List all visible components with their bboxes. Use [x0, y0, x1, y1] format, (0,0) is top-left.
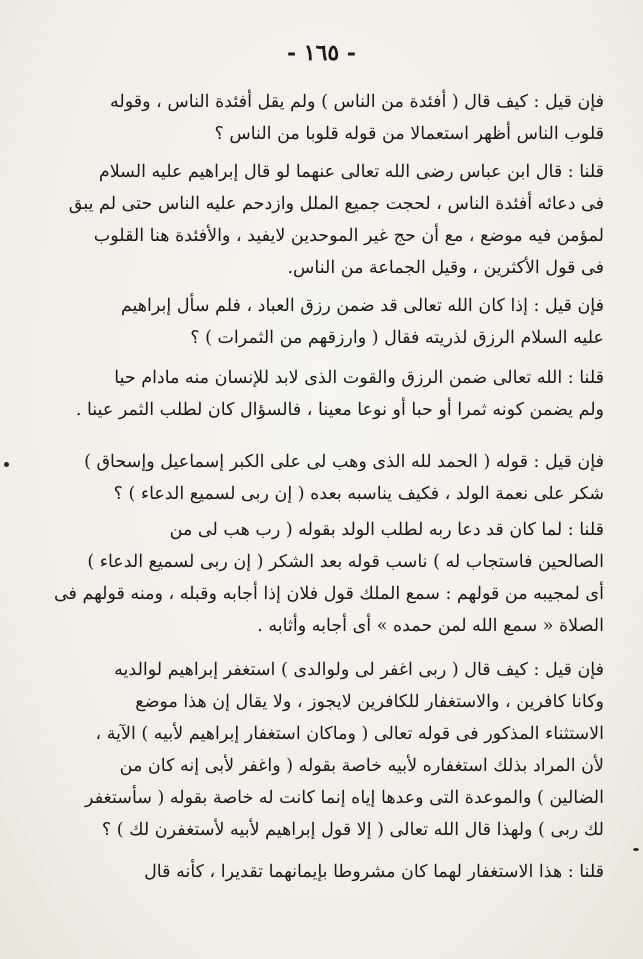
text-line: فإن قيل : كيف قال ( ربى اغفر لى ولوالدى ) استغفر إبراهيم لوالديه	[114, 660, 604, 680]
paragraph-answer-1	[44, 156, 604, 284]
paragraph-question-4	[44, 654, 604, 846]
text-line: قلنا : الله تعالى ضمن الرزق والقوت الذى لابد للإنسان منه مادام حيا	[114, 368, 604, 388]
paragraph-question-2	[44, 290, 604, 354]
text-line: ولم يضمن كونه ثمرا أو حبا أو نوعا معينا ، فالسؤال كان لطلب الثمر عينا .	[75, 400, 604, 420]
paragraph-question-3	[44, 446, 604, 510]
text-line: فإن قيل : قوله ( الحمد لله الذى وهب لى على الكبر إسماعيل وإسحاق )	[84, 452, 604, 472]
text-line: لأن المراد بذلك استغفاره لأبيه خاصة بقوله ( واغفر لأبى إنه كان من	[119, 756, 604, 776]
paragraph-question-1	[44, 86, 604, 150]
text-line: أى لمجيبه من قولهم : سمع الملك قول فلان إذا أجابه وقبله ، ومنه قولهم فى	[53, 584, 604, 604]
text-line: لك ربى ) ولهذا قال الله تعالى ( إلا قول إبراهيم لأبيه لأستغفرن لك ) ؟	[101, 820, 604, 840]
text-line: عليه السلام الرزق لذريته فقال ( وارزقهم من الثمرات ) ؟	[190, 328, 604, 348]
text-line: لمؤمن فيه موضع ، مع أن حج غير الموحدين لايفيد ، والأفئدة هنا القلوب	[93, 226, 604, 246]
text-line: شكر على نعمة الولد ، فكيف يناسبه بعده ( إن ربى لسميع الدعاء ) ؟	[113, 484, 604, 504]
text-line: الصلاة « سمع الله لمن حمده » أى أجابه وأثابه .	[257, 616, 604, 636]
text-line: فإن قيل : إذا كان الله تعالى قد ضمن رزق العباد ، فلم سأل إبراهيم	[120, 296, 604, 316]
text-line: الضالين ) والموعدة التى وعدها إياه إنما كانت له خاصة بقوله ( سأستغفر	[85, 788, 604, 808]
text-line: الاستثناء المذكور فى قوله تعالى ( وماكان استغفار إبراهيم لأبيه ) الآية ،	[95, 724, 604, 744]
paragraph-answer-4	[44, 856, 604, 888]
scan-speck	[4, 462, 9, 467]
paragraph-answer-3	[44, 514, 604, 642]
text-line: فى قول الأكثرين ، وقيل الجماعة من الناس.	[287, 258, 604, 278]
text-line: قلوب الناس أظهر استعمالا من قوله قلوبا من الناس ؟	[214, 124, 604, 144]
text-line: الصالحين فاستجاب له ) ناسب قوله بعد الشكر ( إن ربى لسميع الدعاء )	[87, 552, 604, 572]
text-line: قلنا : قال ابن عباس رضى الله تعالى عنهما لو قال إبراهيم عليه السلام	[98, 162, 604, 182]
scan-speck	[633, 848, 639, 851]
text-line: قلنا : هذا الاستغفار لهما كان مشروطا بإيمانهما تقديرا ، كأنه قال	[144, 862, 604, 882]
text-line: قلنا : لما كان قد دعا ربه لطلب الولد بقوله ( رب هب لى من	[169, 520, 604, 540]
text-line: فإن قيل : كيف قال ( أفئدة من الناس ) ولم يقل أفئدة الناس ، وقوله	[110, 92, 604, 112]
text-line: وكانا كافرين ، والاستغفار للكافرين لايجوز ، ولا يقال إن هذا موضع	[135, 692, 604, 712]
page-number: - ١٦٥ -	[286, 40, 357, 66]
text-line: فى دعائه أفئدة الناس ، لحجت جميع الملل وازدحم عليه الناس حتى لم يبق	[68, 194, 604, 214]
paragraph-answer-2	[44, 362, 604, 426]
